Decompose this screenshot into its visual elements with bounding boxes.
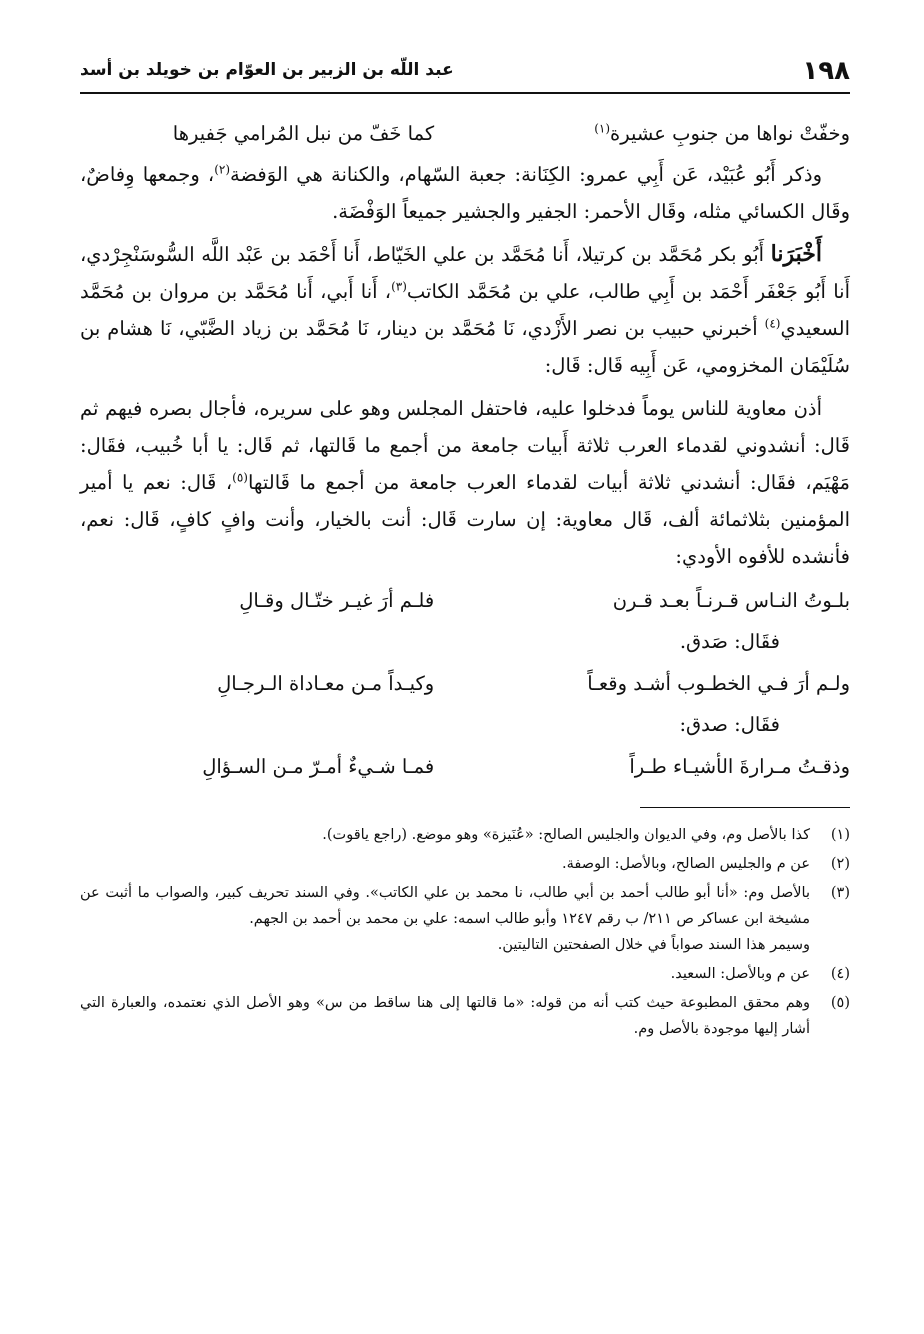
footnote-number: (١) bbox=[830, 827, 850, 843]
footnote-text: عن م وبالأصل: السعيد. bbox=[670, 966, 810, 982]
footnote-text: عن م والجليس الصالح، وبالأصل: الوصفة. bbox=[562, 856, 810, 872]
footnote-item bbox=[80, 851, 850, 877]
response-line: فقَال: صَدق. bbox=[679, 630, 780, 653]
main-text bbox=[80, 114, 850, 787]
lead-word: أَخْبَرَنا bbox=[770, 241, 822, 267]
footnote-mark: (١) bbox=[594, 121, 611, 136]
paragraph-isnad: أَخْبَرَنا أَبُو بكر مُحَمَّد بن كرتيلا، أَنا مُحَمَّد بن علي الخَيّاط، أَنا أَحْمَد بن عَبْد اللَّه السُّوسَنْجِرْدي، أَنا أَبُو جَعْفَر أَحْمَد بن أَبِي طالب، علي بن مُحَمَّد الكاتب$^{(٣)}$، أَنا أَبي، أَنا مُحَمَّد بن مروان بن مُحَمَّد السعيدي$^{(٤)}$ أخبرني حبيب بن نصر الأَزْدي، نَا مُحَمَّد بن دينار، نَا مُحَمَّد بن زياد الضَّبّي، نَا هشام بن سُلَيْمَان المخزومي، عَن أَبِيه قَال: قَال: bbox=[80, 241, 850, 377]
footnote-number: (٥) bbox=[830, 995, 850, 1011]
footnotes bbox=[80, 822, 850, 1042]
verse-first-hemistich: بلـوتُ النـاس قـرنـاً بعـد قـرن bbox=[612, 589, 850, 612]
verse-second-hemistich: كما خَفّ من نبل المُرامي جَفيرها bbox=[172, 122, 435, 145]
paragraph: وذكر أَبُو عُبَيْد، عَن أَبِي عمرو: الكِنَانة: جعبة السّهام، والكنانة هي الوَفضة$^{(٢)}$، وجمعها وِفاضٌ، وقَال الكسائي مثله، وقَال الأحمر: الجفير والجشير جميعاً الوَفْضَة. bbox=[80, 162, 850, 223]
footnote-item bbox=[80, 990, 850, 1042]
footnote-separator bbox=[640, 807, 850, 808]
footnote-mark: (٢) bbox=[214, 162, 231, 177]
verse-1 bbox=[80, 581, 850, 621]
footnote-text: بالأصل وم: «أنا أبو طالب أحمد بن أبي طالب، نا محمد بن علي الكاتب». وفي السند تحريف كبير، والصواب ما أثبت عن مشيخة ابن عساكر ص ٢١١/ ب رقم ١٢٤٧ وأبو طالب اسمه: علي بن محمد بن أحمد بن الجهم. وسيمر هذا السند صواباً في خلال الصفحتين التاليتين. bbox=[80, 885, 810, 953]
verse-3 bbox=[80, 747, 850, 787]
footnote-item bbox=[80, 822, 850, 848]
book-page bbox=[80, 48, 850, 1318]
footnote-mark: (٣) bbox=[391, 279, 407, 294]
footnote-number: (٢) bbox=[830, 856, 850, 872]
footnote-text: كذا بالأصل وم، وفي الديوان والجليس الصالح: «عُنَيزة» وهو موضع. (راجع ياقوت). bbox=[322, 827, 810, 843]
running-title: عبد اللّه بن الزبير بن العوّام بن خويلد بن أسد bbox=[80, 60, 454, 80]
verse-second-hemistich: فلـم أرَ غيـر ختّـال وقـالِ bbox=[239, 589, 435, 612]
verse-second-hemistich: وكيـداً مـن معـاداة الـرجـالِ bbox=[217, 672, 435, 695]
verse-first-hemistich: وخفّتْ نواها من جنوبِ عشيرة$^{(١)}$ bbox=[594, 121, 850, 145]
footnote-item bbox=[80, 880, 850, 958]
footnote-mark: (٤) bbox=[764, 316, 781, 331]
verse-first-hemistich: ولـم أرَ فـي الخطـوب أشـد وقعـاً bbox=[587, 672, 850, 695]
footnote-text: وهم محقق المطبوعة حيث كتب أنه من قوله: «ما قالتها إلى هنا ساقط من س» وهو الأصل الذي نعتمده، والعبارة التي أشار إليها موجودة بالأصل وم. bbox=[80, 995, 810, 1037]
paragraph-narrative: أذن معاوية للناس يوماً فدخلوا عليه، فاحتفل المجلس وهو على سريره، فأجال بصره فيهم ثم قَال: أنشدوني لقدماء العرب ثلاثة أَبيات جامعة من أجمع ما قَالتها، ثم قَال: يا أبا خُبيب، فقَال: مَهْيَم، فقَال: أنشدني ثلاثة أبيات لقدماء العرب جامعة من أجمع ما قَالتها$^{(٥)}$، قَال: نعم يا أمير المؤمنين بثلاثمائة ألف، قَال معاوية: إن سارت قَال: أنت بالخيار، وأنت وافٍ كافٍ، قَال: نعم، فأنشده للأفوه الأودي: bbox=[80, 397, 850, 568]
footnote-number: (٤) bbox=[830, 966, 850, 982]
verse-opening bbox=[80, 114, 850, 154]
header-rule bbox=[80, 92, 850, 94]
footnote-mark: (٥) bbox=[232, 470, 248, 485]
footnote-item bbox=[80, 961, 850, 987]
verse-2 bbox=[80, 664, 850, 704]
response-line: فقَال: صدق: bbox=[679, 713, 780, 736]
verse-first-hemistich: وذقـتُ مـرارةَ الأشيـاء طـراً bbox=[629, 755, 850, 778]
page-header bbox=[80, 48, 850, 96]
footnote-number: (٣) bbox=[830, 885, 850, 901]
page-number: ١٩٨ bbox=[802, 56, 850, 86]
verse-second-hemistich: فمـا شـيءٌ أمـرّ مـن السـؤالِ bbox=[202, 755, 435, 778]
